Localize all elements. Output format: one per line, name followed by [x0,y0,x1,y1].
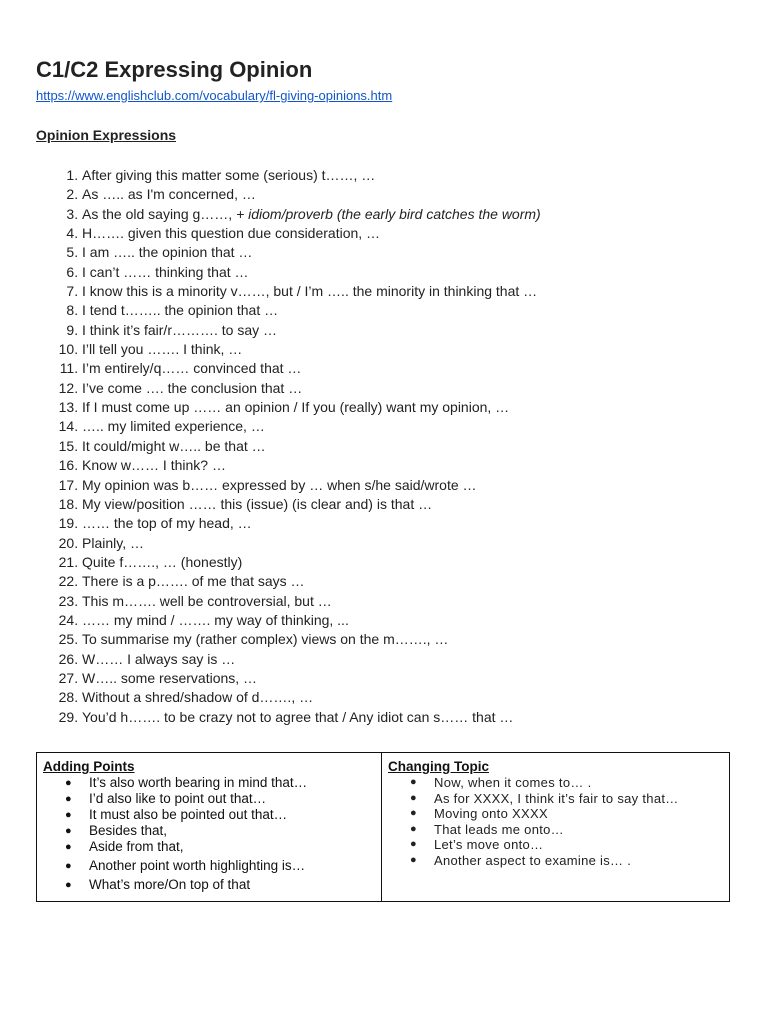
changing-topic-item: ● As for XXXX, I think it’s fair to say that… [434,791,723,807]
changing-topic-item: ● Moving onto XXXX [434,806,723,822]
opinion-item [82,688,732,707]
changing-topic-list [388,775,723,868]
opinion-item [82,359,732,378]
source-link[interactable]: https://www.englishclub.com/vocabulary/fl-giving-opinions.htm [36,88,393,103]
opinion-text: Quite f……., … (honestly) [82,553,243,570]
changing-topic-item: ● Another aspect to examine is… . [434,853,723,869]
adding-points-list [43,775,375,893]
adding-points-item: ● It’s also worth bearing in mind that… [89,775,375,791]
adding-points-item: ● It must also be pointed out that… [89,807,375,823]
opinion-text: I think it’s fair/r………. to say … [82,321,278,338]
opinion-expressions-list [36,166,732,727]
opinion-item [82,437,732,456]
adding-points-item: ● I’d also like to point out that… [89,791,375,807]
opinion-item [82,417,732,436]
opinion-text: This m……. well be controversial, but … [82,592,332,609]
opinion-text: I’ll tell you ……. I think, … [82,341,243,358]
opinion-item [82,282,732,301]
opinion-item [82,669,732,688]
opinion-text: I tend t…….. the opinion that … [82,302,279,319]
opinion-item [82,456,732,475]
opinion-text: My view/position …… this (issue) (is clear and) is that … [82,495,433,512]
opinion-text: H……. given this question due consideration, … [82,225,381,242]
opinion-item [82,379,732,398]
adding-points-cell [37,753,382,902]
changing-topic-heading: Changing Topic [388,759,489,774]
opinion-text: Plainly, … [82,534,144,551]
opinion-item [82,166,732,185]
opinion-item [82,321,732,340]
opinion-text: As ….. as I'm concerned, … [82,186,256,203]
opinion-item [82,592,732,611]
adding-points-heading: Adding Points [43,759,135,774]
opinion-text: …… the top of my head, … [82,515,252,532]
opinion-text: As the old saying g……, [82,205,237,222]
opinion-item [82,495,732,514]
opinion-item [82,611,732,630]
opinion-text: ….. my limited experience, … [82,418,265,435]
opinion-item [82,708,732,727]
section-heading: Opinion Expressions [36,127,177,143]
opinion-item [82,572,732,591]
opinion-text: W…… I always say is … [82,650,236,667]
opinion-item [82,205,732,224]
opinion-text: If I must come up …… an opinion / If you (really) want my opinion, … [82,399,510,416]
opinion-text: There is a p……. of me that says … [82,573,305,590]
changing-topic-cell [382,753,730,902]
adding-points-item: ● What’s more/On top of that [89,877,375,893]
opinion-note: + idiom/proverb (the early bird catches the worm) [236,205,541,222]
opinion-item [82,553,732,572]
adding-points-item: ● Another point worth highlighting is… [89,858,375,874]
opinion-item [82,650,732,669]
opinion-item [82,398,732,417]
opinion-item [82,534,732,553]
opinion-item [82,224,732,243]
opinion-item [82,243,732,262]
opinion-item [82,340,732,359]
opinion-item [82,185,732,204]
opinion-text: I know this is a minority v……, but / I’m ….. the minority in thinking that … [82,283,538,300]
phrases-table [36,752,730,902]
opinion-text: I can’t …… thinking that … [82,263,249,280]
opinion-text: …… my mind / ……. my way of thinking, ... [82,611,349,628]
opinion-item [82,301,732,320]
opinion-text: I’m entirely/q…… convinced that … [82,360,302,377]
opinion-text: I’ve come …. the conclusion that … [82,379,303,396]
opinion-text: Without a shred/shadow of d……., … [82,689,314,706]
opinion-item [82,263,732,282]
changing-topic-item: ● Now, when it comes to… . [434,775,723,791]
opinion-text: After giving this matter some (serious) t……, … [82,167,376,183]
adding-points-item: ● Besides that, [89,823,375,839]
adding-points-item: ● Aside from that, [89,839,375,855]
page-title: C1/C2 Expressing Opinion [36,57,313,82]
changing-topic-item: ● That leads me onto… [434,822,723,838]
opinion-text: You’d h……. to be crazy not to agree that / Any idiot can s…… that … [82,708,514,725]
opinion-text: I am ….. the opinion that … [82,244,253,261]
opinion-text: My opinion was b…… expressed by … when s/he said/wrote … [82,476,477,493]
opinion-item [82,476,732,495]
opinion-text: To summarise my (rather complex) views on the m……., … [82,631,449,648]
opinion-text: It could/might w….. be that … [82,437,266,454]
opinion-item [82,514,732,533]
opinion-text: Know w…… I think? … [82,457,226,474]
opinion-text: W….. some reservations, … [82,669,258,686]
opinion-item [82,630,732,649]
changing-topic-item: ● Let’s move onto… [434,837,723,853]
document-page [36,56,732,727]
